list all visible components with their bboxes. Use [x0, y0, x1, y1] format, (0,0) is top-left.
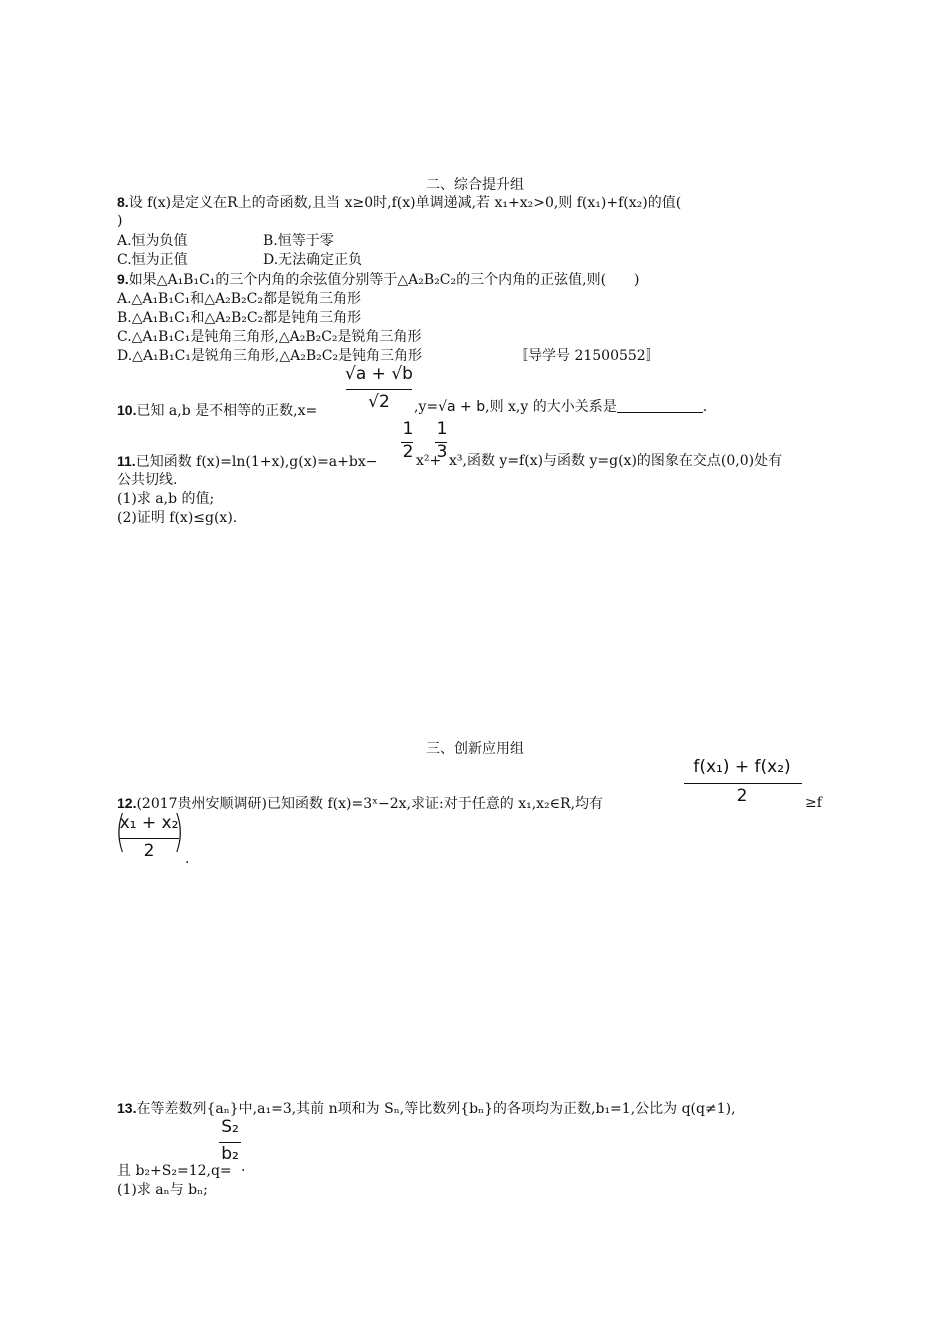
q13-fraction-bar [219, 1142, 241, 1143]
q11-part1: (1)求 a,b 的值; [117, 491, 215, 507]
q11-stem-mid: x²+ [416, 453, 442, 469]
q9-option-c: C.△A₁B₁C₁是钝角三角形,△A₂B₂C₂是锐角三角形 [117, 329, 422, 345]
q13-stem [117, 1099, 736, 1118]
q8-option-b: B.恒等于零 [263, 233, 334, 249]
q11-third-denominator: 3 [436, 442, 448, 462]
q11-number: 11. [117, 453, 136, 469]
q10-text-pre: 已知 a,b 是不相等的正数,x= [136, 403, 318, 419]
section-3-title: 三、创新应用组 [426, 741, 524, 757]
q10-fraction-numerator: √a + √b [345, 364, 413, 384]
q10-answer-blank[interactable] [617, 400, 703, 413]
q12-fraction1-denominator: 2 [736, 786, 748, 806]
q13-fraction-denominator: b₂ [221, 1144, 239, 1164]
q9-option-d: D.△A₁B₁C₁是锐角三角形,△A₂B₂C₂是钝角三角形 [117, 348, 423, 364]
q12-text: (2017贵州安顺调研)已知函数 f(x)=3ˣ−2x,求证:对于任意的 x₁,x₂∈R,均有 [136, 796, 604, 812]
q9-stem [117, 270, 640, 289]
q11-half-denominator: 2 [402, 442, 414, 462]
q8-close: ) [117, 213, 123, 229]
q12-paren-close: ) [173, 806, 184, 857]
q12-paren-open: ( [115, 806, 126, 857]
q11-line2: 公共切线. [117, 472, 178, 488]
q8-option-c: C.恒为正值 [117, 252, 188, 268]
q11-half-numerator: 1 [402, 419, 414, 439]
q9-option-b: B.△A₁B₁C₁和△A₂B₂C₂都是钝角三角形 [117, 310, 362, 326]
q13-end: . [241, 1159, 246, 1175]
q12-number: 12. [117, 795, 137, 811]
q10-y-sqrt: √a + b [438, 399, 486, 415]
q11-third-numerator: 1 [436, 419, 448, 439]
q12-fraction2-numerator: x₁ + x₂ [119, 813, 179, 833]
q12-fraction2-denominator: 2 [143, 841, 155, 861]
q8-option-d: D.无法确定正负 [263, 252, 363, 268]
q9-option-a: A.△A₁B₁C₁和△A₂B₂C₂都是锐角三角形 [117, 291, 361, 307]
q10-fraction-bar [346, 389, 412, 390]
q12-stem [117, 794, 603, 813]
q11-line1: 已知函数 f(x)=ln(1+x),g(x)=a+bx− [135, 454, 378, 470]
q10-end: . [702, 399, 708, 415]
q10-number: 10. [117, 402, 137, 418]
q9-reference-number: 〚导学号 21500552〛 [514, 348, 660, 364]
q12-end: . [185, 851, 190, 867]
q12-fraction2-bar [119, 838, 179, 839]
q9-number: 9. [117, 271, 129, 287]
q11-part2: (2)证明 f(x)≤g(x). [117, 510, 238, 526]
q10-fraction-denominator: √2 [368, 392, 390, 412]
q10-text-post: ,则 x,y 的大小关系是 [485, 399, 617, 415]
q13-line2: 且 b₂+S₂=12,q= [117, 1163, 232, 1179]
q12-geq: ≥f [805, 795, 822, 811]
q8-text: 设 f(x)是定义在R上的奇函数,且当 x≥0时,f(x)单调递减,若 x₁+x₂>0,则 f(x₁)+f(x₂)的值( [128, 195, 682, 211]
q13-line1: 在等差数列{aₙ}中,a₁=3,其前 n项和为 Sₙ,等比数列{bₙ}的各项均为正数,b₁=1,公比为 q(q≠1), [136, 1101, 736, 1117]
q12-fraction1-bar [684, 783, 802, 784]
q10-stem [117, 401, 317, 420]
q9-text: 如果△A₁B₁C₁的三个内角的余弦值分别等于△A₂B₂C₂的三个内角的正弦值,则( ) [128, 272, 640, 288]
q10-text-mid: ,y= [414, 399, 439, 415]
q8-number: 8. [117, 194, 129, 210]
q8-option-a: A.恒为负值 [117, 233, 188, 249]
q13-number: 13. [117, 1100, 137, 1116]
q12-fraction1-numerator: f(x₁) + f(x₂) [693, 757, 791, 777]
q11-stem-rest: x³,函数 y=f(x)与函数 y=g(x)的图象在交点(0,0)处有 [449, 453, 783, 469]
q8-stem [117, 193, 681, 212]
section-2-title: 二、综合提升组 [426, 177, 524, 193]
q10-stem-rest [414, 398, 707, 416]
q11-stem [117, 452, 377, 471]
q13-fraction-numerator: S₂ [221, 1117, 239, 1137]
q13-part1: (1)求 aₙ与 bₙ; [117, 1182, 208, 1198]
